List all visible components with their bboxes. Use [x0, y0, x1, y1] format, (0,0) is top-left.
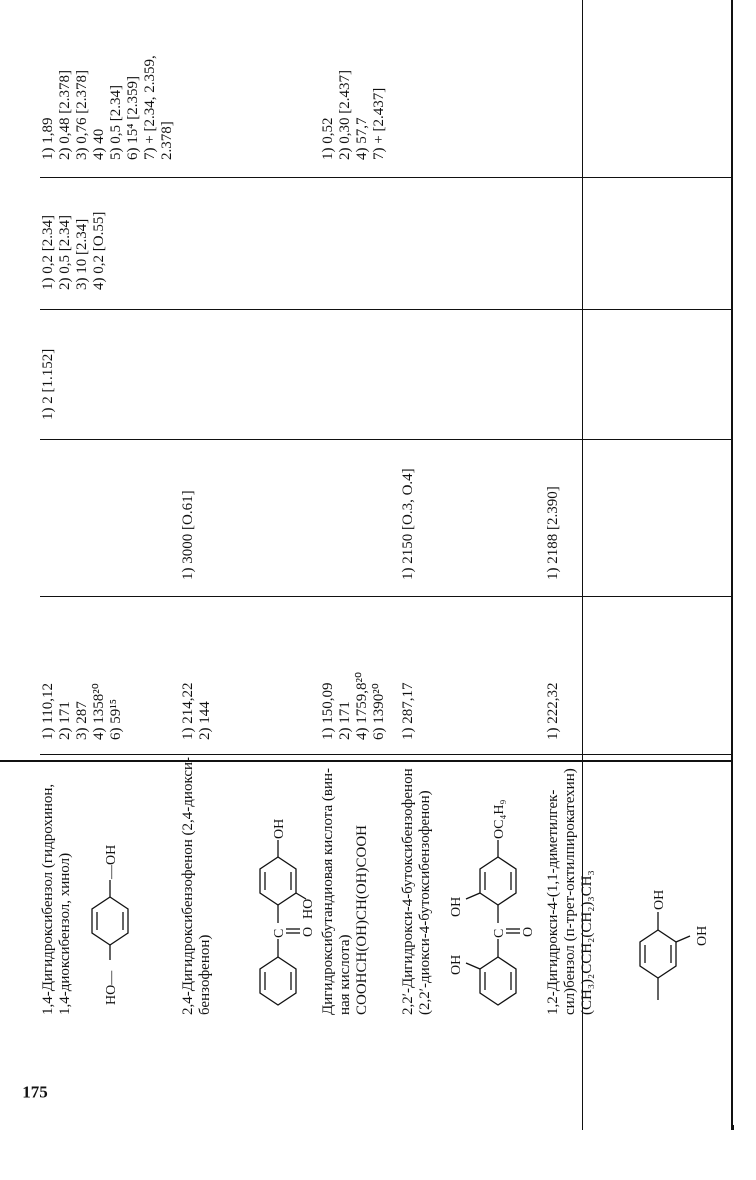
oh-label: OH	[272, 818, 287, 839]
row1-colc-item: 4) 0,2 [O.55]	[91, 211, 107, 290]
row2-prop: 1) 214,22	[180, 682, 196, 740]
row1-colc-item: 2) 0,5 [2.34]	[57, 215, 73, 290]
row3-prop: 6) 1390²⁰	[371, 683, 387, 740]
row2-prop: 2) 144	[197, 701, 213, 740]
row1-prop: 1) 110,12	[40, 683, 56, 740]
row3-cold-item: 7) + [2.437]	[371, 87, 387, 160]
row3-col-d	[320, 70, 388, 160]
ho-label: HO	[301, 898, 316, 919]
benzophenone-24-structure	[218, 765, 316, 1015]
row3-prop: 4) 1759,8²⁰	[354, 671, 370, 740]
row1-prop: 6) 59¹⁵	[108, 699, 124, 740]
row5-name	[545, 760, 596, 1015]
row1-cold-item: 3) 0,76 [2.378]	[74, 70, 90, 160]
row3-cold-item: 2) 0,30 [2.437]	[337, 70, 353, 160]
separator-col-c	[40, 309, 733, 310]
oc4h9-label: OC₄H₉	[492, 799, 507, 839]
row3-name-line1: Дигидроксибутандиовая кислота (вин-	[320, 767, 336, 1015]
page-number: 175	[22, 1082, 48, 1102]
row4-cola-item: 1) 2150 [O.3, O.4]	[400, 468, 416, 580]
separator-col-d	[40, 177, 733, 178]
row5-name-line2: сил)бензол (п-трет-октилпирокатехин)	[562, 768, 578, 1015]
row3-cold-item: 4) 57,7	[354, 117, 370, 160]
row3-prop: 1) 150,09	[320, 682, 336, 740]
row4-name	[400, 760, 434, 1015]
row2-col-a	[180, 490, 197, 580]
row3-name-line2: ная кислота)	[337, 934, 353, 1015]
row5-name-line1: 1,2-Дигидрокси-4-(1,1-диметилгек-	[545, 789, 561, 1015]
oh1-label: OH	[449, 954, 464, 975]
carbonyl-o: O	[521, 926, 536, 937]
separator-col-b	[40, 439, 733, 440]
row1-colc-item: 1) 0,2 [2.34]	[40, 215, 56, 290]
oh1-label: OH	[695, 925, 710, 946]
row1-name-line1: 1,4-Дигидроксибензол (гидрохинон,	[40, 783, 56, 1015]
row1-col-d	[40, 55, 176, 160]
row5-col-a	[545, 486, 562, 580]
row5-props	[545, 683, 562, 741]
row3-cold-item: 1) 0,52	[320, 117, 336, 160]
row3-props	[320, 672, 388, 740]
carbonyl-c: C	[492, 928, 507, 938]
ho-label: HO—	[104, 970, 119, 1005]
row1-name-line2: 1,4-диоксибензол, хинол)	[57, 852, 73, 1015]
row3-prop: 2) 171	[337, 701, 353, 740]
carbonyl-c: C	[272, 928, 287, 938]
row5-cola-item: 1) 2188 [2.390]	[545, 486, 561, 580]
oh2-label: OH	[652, 889, 667, 910]
row1-colc-item: 3) 10 [2.34]	[74, 218, 90, 290]
row1-col-c	[40, 212, 108, 290]
hydroquinone-structure	[80, 775, 140, 1005]
row4-name-line1: 2,2′-Дигидрокси-4-бутоксибензофенон	[400, 768, 416, 1015]
row1-cold-item: 2.378]	[159, 121, 175, 160]
row2-name-line1: 2,4-Дигидроксибензофенон (2,4-диокси-	[180, 756, 196, 1015]
row2-props	[180, 683, 214, 741]
row5-prop: 1) 222,32	[545, 682, 561, 740]
row1-name	[40, 760, 74, 1015]
benzophenone-22-structure	[438, 765, 538, 1015]
row2-name	[180, 756, 214, 1015]
carbonyl-o: O	[301, 926, 316, 937]
row1-col-b	[40, 349, 57, 420]
row1-prop: 3) 287	[74, 701, 90, 740]
separator-col-a	[40, 596, 733, 597]
row4-col-a	[400, 468, 417, 580]
row1-prop: 2) 171	[57, 701, 73, 740]
row1-cold-item: 4) 40	[91, 128, 107, 160]
row4-props	[400, 683, 417, 741]
row2-name-line2: бензофенон)	[197, 934, 213, 1015]
row1-colb-item: 1) 2 [1.152]	[40, 348, 56, 420]
row1-cold-item: 6) 15⁴ [2.359]	[125, 76, 141, 160]
row1-cold-item: 7) + [2.34, 2.359,	[142, 55, 158, 160]
row2-cola-item: 1) 3000 [O.61]	[180, 490, 196, 580]
oh2-label: OH	[449, 896, 464, 917]
row1-cold-item: 5) 0,5 [2.34]	[108, 85, 124, 160]
row3-formula: COOHCH(OH)CH(OH)COOH	[354, 825, 370, 1015]
row1-props	[40, 683, 125, 740]
row4-prop: 1) 287,17	[400, 682, 416, 740]
separator-props	[40, 754, 733, 755]
row1-prop: 4) 1358²⁰	[91, 683, 107, 740]
row4-name-line2: (2,2′-диокси-4-бутоксибензофенон)	[417, 790, 433, 1015]
table-bottom-rule	[731, 0, 733, 1130]
catechol-structure	[598, 800, 728, 1000]
row1-cold-item: 2) 0,48 [2.378]	[57, 70, 73, 160]
oh-label: —OH	[104, 844, 119, 879]
row1-cold-item: 1) 1,89	[40, 117, 56, 160]
row5-formula: (CH₃)₂CCH₂(CH₂)₃CH₃	[579, 870, 595, 1015]
row3-name	[320, 760, 371, 1015]
